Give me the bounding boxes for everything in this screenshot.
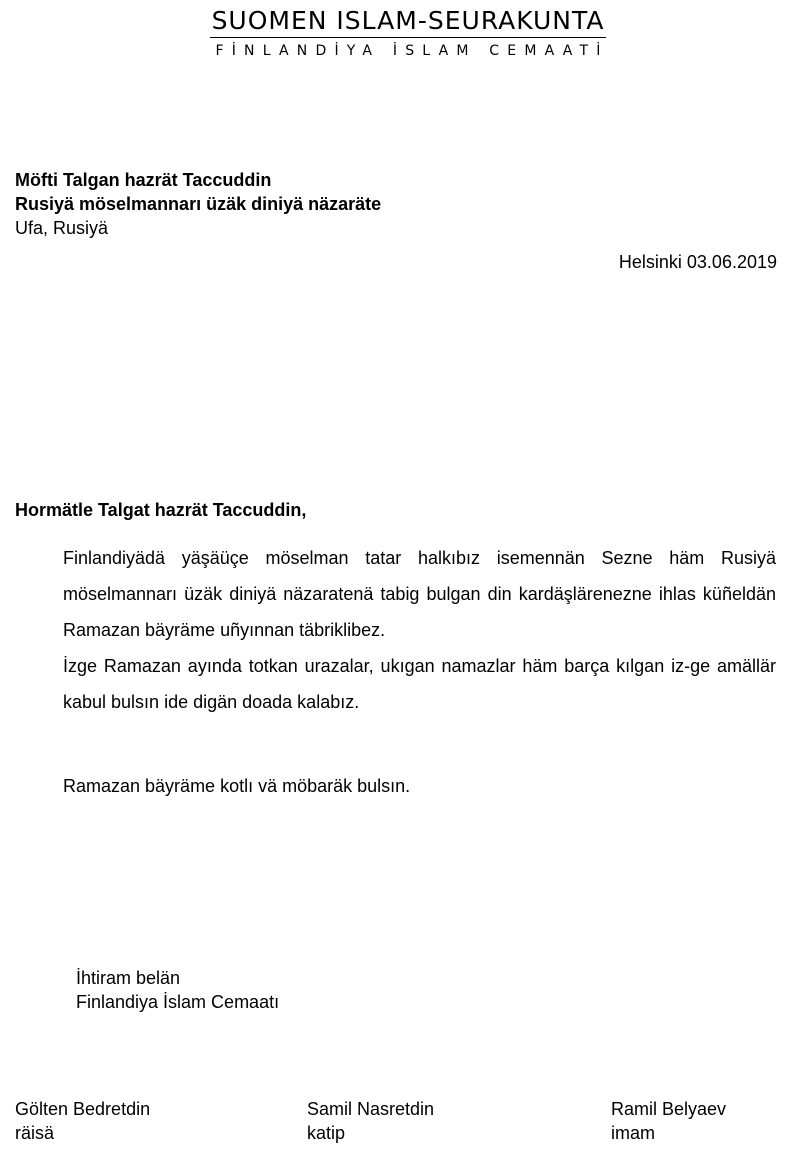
signatory-chair	[15, 1097, 150, 1145]
date-line: Helsinki 03.06.2019	[618, 252, 777, 272]
letter-body	[63, 540, 776, 720]
salutation: Hormätle Talgat hazrät Taccuddin,	[15, 500, 307, 520]
regards-block	[76, 966, 279, 1014]
regards-line: İhtiram belän	[76, 968, 181, 988]
regards-organization: Finlandiya İslam Cemaatı	[76, 992, 280, 1012]
recipient-name: Möfti Talgan hazrät Taccuddin	[15, 170, 272, 190]
signatory-secretary	[307, 1097, 434, 1145]
signatory-imam	[611, 1097, 726, 1145]
recipient-block	[15, 168, 381, 240]
recipient-location: Ufa, Rusiyä	[15, 218, 109, 238]
signatory-role: imam	[611, 1123, 655, 1143]
closing-wish: Ramazan bäyräme kotlı vä möbaräk bulsın.	[63, 776, 411, 796]
signatory-name: Ramil Belyaev	[611, 1099, 727, 1119]
organization-subtitle: FİNLANDİYA İSLAM CEMAATİ	[215, 43, 609, 59]
letterhead	[0, 6, 800, 60]
signatory-name: Gölten Bedretdin	[15, 1099, 151, 1119]
recipient-organization: Rusiyä möselmannarı üzäk diniyä näzaräte	[15, 194, 382, 214]
body-paragraph-2: İzge Ramazan ayında totkan urazalar, ukıgan namazlar häm barça kılgan iz-ge amällär kabul bulsın ide digän doada kalabız.	[63, 656, 776, 712]
signatory-role: katip	[307, 1123, 346, 1143]
body-paragraph-1: Finlandiyädä yäşäüçe möselman tatar halkıbız isemennän Sezne häm Rusiyä möselmannarı üzäk diniyä näzaratenä tabig bulgan din kardäşlärenezne ihlas küñeldän Ramazan bäyräme uñyınnan täbriklibez.	[63, 548, 776, 640]
signatory-role: räisä	[15, 1123, 55, 1143]
signatory-name: Samil Nasretdin	[307, 1099, 435, 1119]
organization-name: SUOMEN ISLAM-SEURAKUNTA	[210, 6, 607, 38]
